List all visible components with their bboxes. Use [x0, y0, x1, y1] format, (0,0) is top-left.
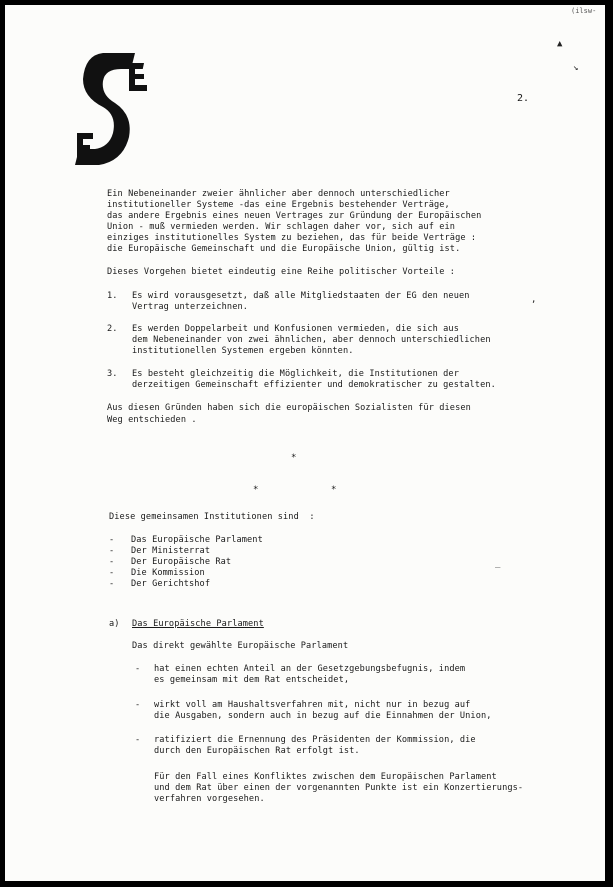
conclusion-line-2: Weg entschieden . [107, 415, 197, 425]
item-1-line-2: Vertrag unterzeichnen. [132, 302, 249, 312]
section-a-bullet-3-line-2: durch den Europäischen Rat erfolgt ist. [154, 746, 360, 756]
section-a-label: a) [109, 619, 120, 629]
section-a-closing-line-1: Für den Fall eines Konfliktes zwischen dem Europäischen Parlament [154, 772, 497, 782]
conclusion-line-1: Aus diesen Gründen haben sich die europäischen Sozialisten für diesen [107, 403, 471, 413]
item-number-3: 3. [107, 369, 118, 379]
institution-dash: - [109, 579, 115, 589]
institution-dash: - [109, 535, 115, 545]
institution-dash: - [109, 568, 115, 578]
scan-mark: ▲ [557, 39, 563, 49]
institution-item-council-of-ministers: Der Ministerrat [131, 546, 211, 556]
intro-line-4: Union - muß vermieden werden. Wir schlagen daher vor, sich auf ein [107, 222, 456, 232]
section-a-bullet-3-line-1: ratifiziert die Ernennung des Präsidenten der Kommission, die [154, 735, 476, 745]
institution-dash: - [109, 557, 115, 567]
separator-star-top: * [291, 453, 297, 463]
institution-item-court-of-justice: Der Gerichtshof [131, 579, 211, 589]
page-number: 2. [517, 93, 530, 104]
item-1-line-1: Es wird vorausgesetzt, daß alle Mitgliedstaaten der EG den neuen [132, 291, 470, 301]
bullet-dash: - [135, 735, 141, 745]
separator-star-left: * [253, 485, 259, 495]
section-a-lead: Das direkt gewählte Europäische Parlament [132, 641, 349, 651]
corner-note: (ilsw- [571, 7, 597, 15]
intro-line-6: die Europäische Gemeinschaft und die Europäische Union, gültig ist. [107, 244, 461, 254]
bullet-dash: - [135, 664, 141, 674]
item-2-line-2: dem Nebeneinander von zwei ähnlichen, aber dennoch unterschiedlichen [132, 335, 491, 345]
item-3-line-2: derzeitigen Gemeinschaft effizienter und demokratischer zu gestalten. [132, 380, 496, 390]
scan-mark: ‾ [495, 567, 501, 577]
section-a-closing-line-3: verfahren vorgesehen. [154, 794, 265, 804]
section-a-title: Das Europäische Parlament [132, 619, 264, 629]
item-number-2: 2. [107, 324, 118, 334]
section-a-bullet-2-line-1: wirkt voll am Haushaltsverfahren mit, nicht nur in bezug auf [154, 700, 471, 710]
institutions-intro: Diese gemeinsamen Institutionen sind : [109, 512, 315, 522]
item-number-1: 1. [107, 291, 118, 301]
institution-item-european-council: Der Europäische Rat [131, 557, 232, 567]
section-a-bullet-1-line-1: hat einen echten Anteil an der Gesetzgebungsbefugnis, indem [154, 664, 466, 674]
institution-item-commission: Die Kommission [131, 568, 205, 578]
scan-mark: , [531, 295, 537, 305]
intro-line-5: einziges institutionelles System zu beziehen, das für beide Verträge : [107, 233, 477, 243]
advantages-intro: Dieses Vorgehen bietet eindeutig eine Reihe politischer Vorteile : [107, 267, 456, 277]
item-2-line-1: Es werden Doppelarbeit und Konfusionen vermieden, die sich aus [132, 324, 459, 334]
institution-item-parliament: Das Europäische Parlament [131, 535, 263, 545]
document-page [5, 5, 605, 881]
intro-line-1: Ein Nebeneinander zweier ähnlicher aber dennoch unterschiedlicher [107, 189, 450, 199]
intro-line-3: das andere Ergebnis eines neuen Vertrages zur Gründung der Europäischen [107, 211, 482, 221]
scan-mark: ↘ [573, 63, 579, 73]
item-3-line-1: Es besteht gleichzeitig die Möglichkeit, die Institutionen der [132, 369, 459, 379]
section-a-closing-line-2: und dem Rat über einen der vorgenannten Punkte ist ein Konzertierungs- [154, 783, 524, 793]
separator-star-right: * [331, 485, 337, 495]
ese-logo [73, 49, 153, 173]
item-2-line-3: institutionellen Systemen ergeben könnten. [132, 346, 354, 356]
intro-line-2: institutioneller Systeme -das eine Ergebnis bestehender Verträge, [107, 200, 450, 210]
section-a-bullet-2-line-2: die Ausgaben, sondern auch in bezug auf die Einnahmen der Union, [154, 711, 492, 721]
section-a-bullet-1-line-2: es gemeinsam mit dem Rat entscheidet, [154, 675, 350, 685]
institution-dash: - [109, 546, 115, 556]
bullet-dash: - [135, 700, 141, 710]
